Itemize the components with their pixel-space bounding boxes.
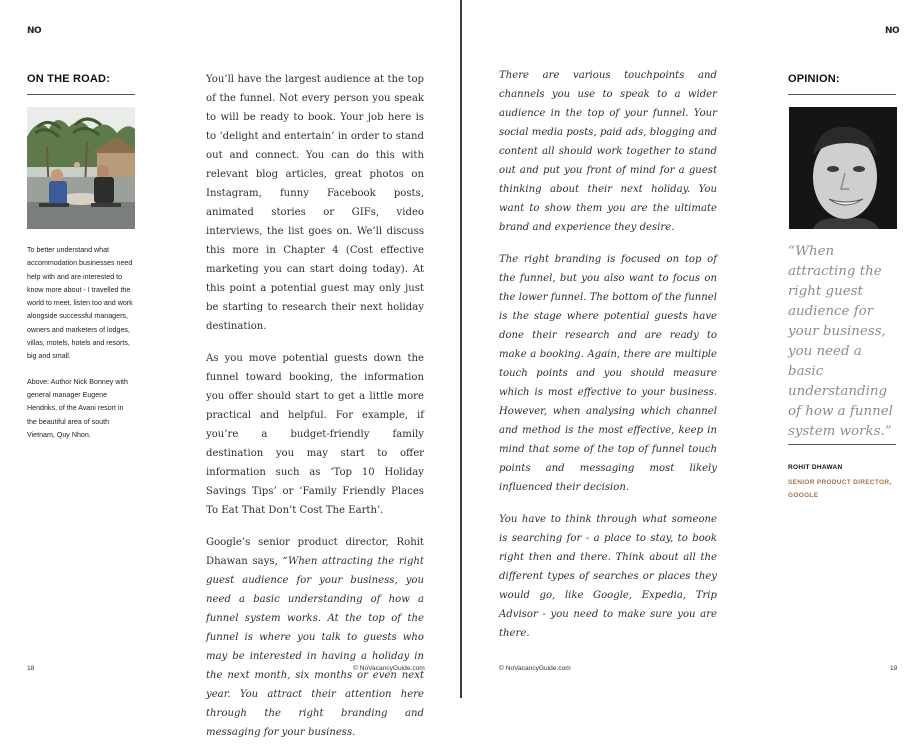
section-rule <box>788 94 896 95</box>
quote-lead-in: Google’s senior product director, Rohit Dhawan says, <box>206 537 424 567</box>
section-rule <box>27 94 135 95</box>
attribution-name: ROHIT DHAWAN <box>788 464 843 471</box>
attribution-role <box>788 476 892 502</box>
attribution-role-company: GOOGLE <box>788 492 819 499</box>
page-number: 19 <box>890 665 898 672</box>
right-page <box>462 0 923 698</box>
sidebar-caption <box>27 244 135 454</box>
footer-copyright: © NoVacancyGuide.com <box>499 665 571 672</box>
inline-quote: “When attracting the right guest audience for your business, you need a basic understanding of how a funnel system works. At the top of the funnel is where you talk to guests who may be interested in having a holiday in the next month, six months or even next year. You attract their attention here through the right branding and messaging for your business. <box>206 556 424 738</box>
portrait-image <box>789 107 897 229</box>
left-body-column <box>206 70 424 755</box>
section-title-opinion: OPINION: <box>788 73 840 85</box>
attribution-role-title: SENIOR PRODUCT DIRECTOR, <box>788 479 892 486</box>
attribution-rule <box>788 444 896 445</box>
footer-copyright: © NoVacancyGuide.com <box>353 665 425 672</box>
brand-logo: NO <box>885 26 900 36</box>
left-page <box>0 0 461 738</box>
body-paragraph: As you move potential guests down the funnel toward booking, the information you offer should start to get a little more practical and helpful. For example, if you’re a budget-friendly family destination you may start to offer information such as ‘Top 10 Holiday Savings Tips’ or ‘Family Friendly Places To Eat That Don’t Cost The Earth’. <box>206 353 424 516</box>
resort-photo-image <box>27 107 135 229</box>
body-paragraph: The right branding is focused on top of the funnel, but you also want to focus on the lower funnel. The bottom of the funnel is the stage where potential guests have done their research and are ready to make a booking. Again, there are multiple touch points and you should measure which is most effective to your business. However, when analysing which channel and method is the most effective, keep in mind that some of the top of funnel touch points and messaging most likely influenced their decision. <box>499 254 717 493</box>
page-number: 18 <box>27 665 35 672</box>
sidebar-intro-paragraph: To better understand what accommodation businesses need help with and are interested to know more about - I travelled the world to meet, listen too and work alongside successful managers, owners and marketers of lodges, villas, motels, hotels and resorts, big and small. <box>27 246 133 361</box>
rohit-dhawan-portrait <box>789 107 897 229</box>
body-paragraph: You’ll have the largest audience at the top of the funnel. Not every person you speak to will be ready to book. Your job here is to ‘delight and entertain’ in order to stand out and connect. You can do this with relevant blog articles, great photos on Instagram, funny Facebook posts, animated stories or GIFs, video interviews, the list goes on. We’ll discuss this more in Chapter 4 (Cost effective marketing you can start doing today). At this point a potential guest may only just be starting to research their next holiday destination. <box>206 74 424 332</box>
right-body-column <box>499 66 717 656</box>
body-paragraph: There are various touchpoints and channels you use to speak to a wider audience in the top of your funnel. Your social media posts, paid ads, blogging and content all should work together to stand out and put you front of mind for a guest thinking about their next holiday. You want to show them you are the ultimate brand and experience they desire. <box>499 70 717 233</box>
body-paragraph-quote <box>206 533 424 742</box>
photo-caption: Above: Author Nick Bonney with general manager Eugene Hendriks, of the Avani resort in the beautiful area of south Vietnam, Quy Nhon. <box>27 377 128 439</box>
resort-meeting-photo <box>27 107 135 229</box>
brand-logo: NO <box>27 26 42 36</box>
body-paragraph: You have to think through what someone is searching for - a place to stay, to book right then and there. Think about all the different types of searches or places they would go, like Google, Expedia, Trip Advisor - you need to make sure you are there. <box>499 514 717 639</box>
pull-quote: “When attracting the right guest audience for your business, you need a basic understanding of how a funnel system works.” <box>788 244 893 439</box>
section-title-on-the-road: ON THE ROAD: <box>27 73 111 85</box>
